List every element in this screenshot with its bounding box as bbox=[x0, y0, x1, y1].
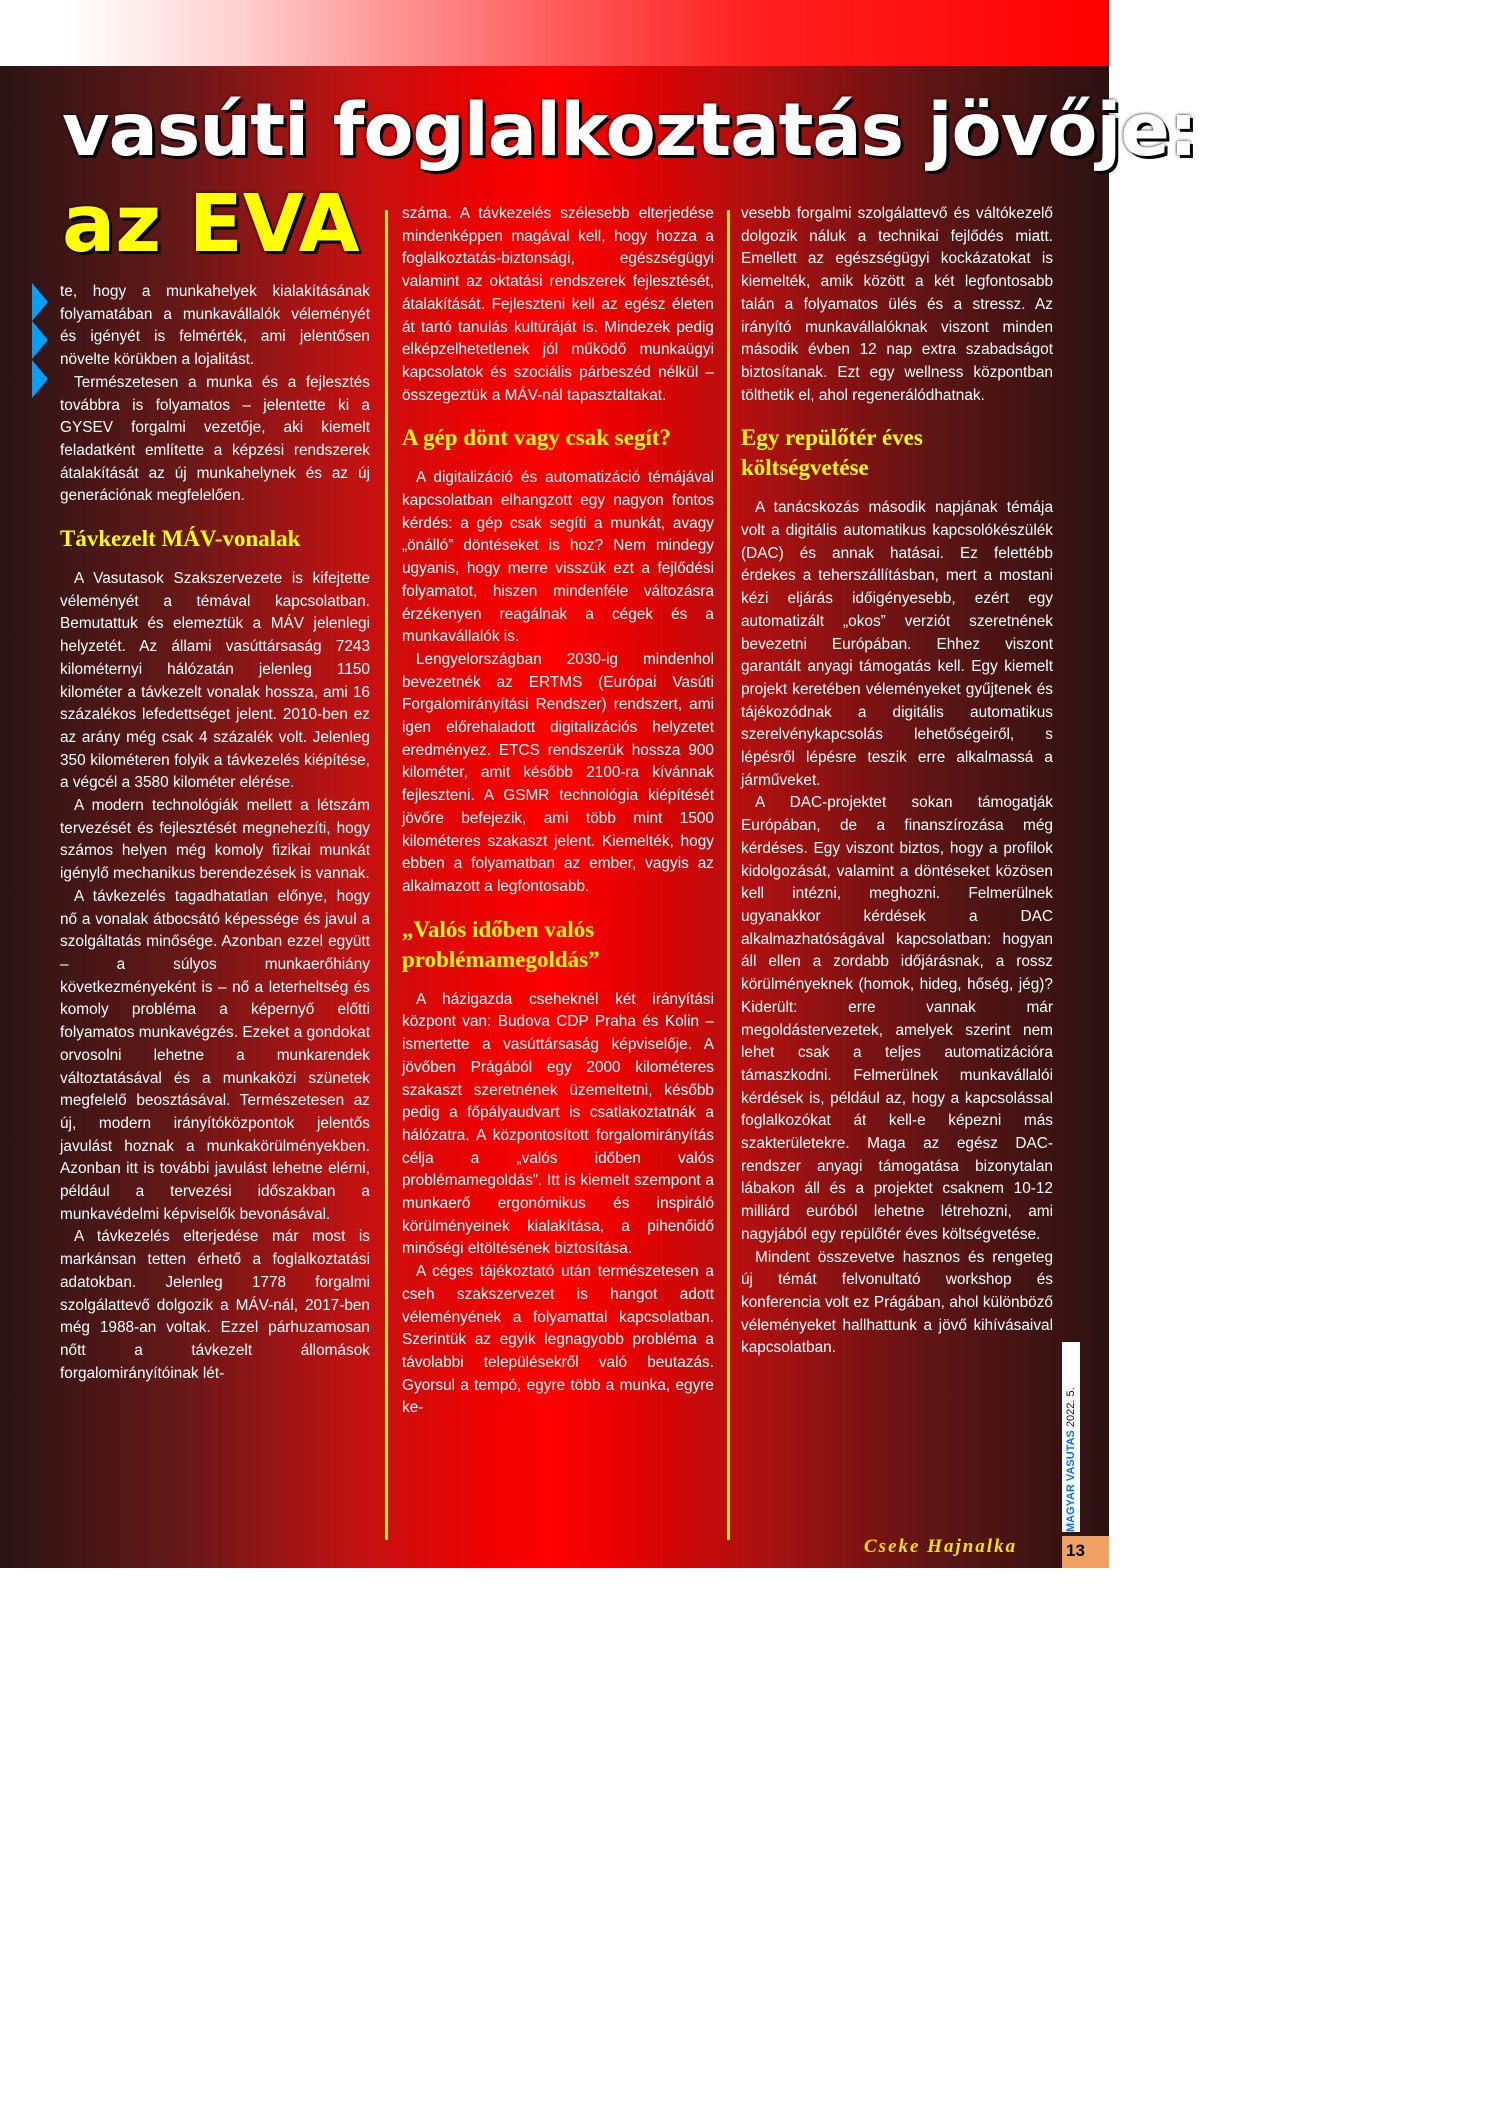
paragraph: Lengyelországban 2030-ig mindenhol bevezetnék az ERTMS (Európai Vasúti Forgalomirányítási Rendszer) rendszert, ami igen előrehaladott digitalizációs helyzetet eredményez. ETCS rendszerük hossza 900 kilométer, amit később 2100-ra kívánnak fejleszteni. A GSMR technológia kiépítését jövőre befejezik, ami több mint 1500 kilométeres szakaszt jelent. Kiemelték, hogy ebben a folyamatban az ember, vagyis az alkalmazott a legfontosabb. bbox=[402, 650, 714, 895]
section-heading: Távkezelt MÁV-vonalak bbox=[60, 526, 301, 552]
paragraph: A tanácskozás második napjának témája volt a digitális automatikus kapcsolókészülék (DAC) és annak hatásai. Ez felettébb érdekes a teherszállításban, mert a mostani kézi eljárás időigényesebb, ezért egy automatizált „okos” verziót szeretnének bevezetni Európában. Ehhez viszont garantált anyagi támogatás kell. Egy kiemelt projekt keretében véleményeket gyűjtenek és tájékozódnak a digitális automatikus szerelvénykapcsolás lehetőségeiről, s lépésről lépésre teszik erre alkalmassá a járműveket. bbox=[741, 499, 1053, 789]
author-byline: Cseke Hajnalka bbox=[864, 1536, 1018, 1557]
paragraph: vesebb forgalmi szolgálattevő és váltókezelő dolgozik náluk a technikai fejlődés miatt. Emellett az egészségügyi kockázatokat is kiemelték, amik között a két legfontosabb talán a folyamatos ülés és a stressz. Az irányító munkavállalóknak viszont minden második évben 12 nap extra szabadságot biztosítanak. Ezt egy wellness központban tölthetik el, ahol regenerálódhatnak. bbox=[741, 205, 1053, 404]
paragraph: A digitalizáció és automatizáció témájával kapcsolatban elhangzott egy nagyon fontos kérdés: a gép csak segíti a munkát, avagy „önálló” döntéseket is hoz? Nem mindegy ugyanis, hogy merre visszük ezt a fejlődési folyamatot, hiszen mindenféle változásra érzékenyen reagálnak a cégek és a munkavállalók is. bbox=[402, 469, 714, 646]
paragraph: A Vasutasok Szakszervezete is kifejtette véleményét a témával kapcsolatban. Bemutattuk és elemeztük a MÁV jelenlegi helyzetét. Az állami vasúttársaság 7243 kilométernyi hálózatán jelenleg 1150 kilométer a távkezelt vonalak hossza, ami 16 százalékos lefedettséget jelent. 2010-ben ez az arány még csak 4 százalék volt. Jelenleg 350 kilométeren folyik a távkezelés kiépítése, a végcél a 3580 kilométer elérése. bbox=[60, 570, 370, 792]
top-gradient-band bbox=[0, 0, 1109, 66]
issue-number: 2022. 5. bbox=[1065, 1387, 1077, 1428]
arrow-bullet-icon bbox=[32, 360, 48, 398]
article-column-3 bbox=[741, 203, 1053, 1360]
paragraph: Mindent összevetve hasznos és rengeteg új témát felvonultató workshop és konferencia volt ez Prágában, ahol különböző véleményeket hallhattunk a jövő kihívásaival kapcsolatban. bbox=[741, 1248, 1053, 1357]
paragraph: A DAC-projektet sokan támogatják Európában, de a finanszírozása még kérdéses. Egy viszont biztos, hogy a profilok kidolgozását, valamint a döntéseket közösen kell intézni, meghozni. Felmerülnek ugyanakkor kérdések a DAC alkalmazhatóságával kapcsolatban: hogyan áll ellen a zordabb időjárásnak, a rossz körülményeknek (homok, hideg, hőség, jég)? Kiderült: erre vannak már megoldástervezetek, amelyek szerint nem lehet csak a teljes automatizációra támaszkodni. Felmerülnek munkavállalói kérdések is, például az, hogy a kapcsolással foglalkozókat át kell-e képezni más szakterületekre. Maga az egész DAC-rendszer anyagi támogatása bizonytalan lábakon áll és a projektet csaknem 10-12 milliárd euróból lehetne létrehozni, ami nagyjából egy repülőtér éves költségvetése. bbox=[741, 794, 1053, 1243]
paragraph: A házigazda cseheknél két irányítási központ van: Budova CDP Praha és Kolin – ismertette a vasúttársaság képviselője. A jövőben Prágából egy 2000 kilométeres szakaszt szeretnének üzemeltetni, később pedig a főpályaudvart is csatlakoztatnák a hálózatra. A központosított forgalomirányítás célja a „valós időben valós problémamegoldás”. Itt is kiemelt szempont a munkaerő ergonómikus és inspiráló körülményeinek kialakítása, a pihenőidő minőségi eltöltésének biztosítása. bbox=[402, 990, 714, 1258]
paragraph: A modern technológiák mellett a létszám tervezését és fejlesztését megnehezíti, hogy számos helyen még komoly fizikai munkát igénylő mechanikus berendezések is vannak. bbox=[60, 797, 370, 883]
paragraph: A céges tájékoztató után természetesen a cseh szakszervezet is hangot adott véleményének a folyamattal kapcsolatban. Szerintük az egyik legnagyobb probléma a távolabbi településekről való beutazás. Gyorsul a tempó, egyre több a munka, egyre ke- bbox=[402, 1263, 714, 1417]
article-title-line1: vasúti foglalkoztatás jövője: bbox=[62, 88, 1198, 173]
arrow-bullet-icon bbox=[32, 321, 48, 359]
paragraph: Természetesen a munka és a fejlesztés továbbra is folyamatos – jelentette ki a GYSEV forgalmi vezetője, aki kiemelt feladatként említette a képzési rendszerek átalakítását az új munkahelynek és az új generációnak megfelelően. bbox=[60, 373, 370, 505]
article-column-2 bbox=[402, 203, 714, 1420]
paragraph: száma. A távkezelés szélesebb elterjedése mindenképpen magával kell, hogy hozza a foglalkoztatás-biztonsági, egészségügyi valamint az oktatási rendszerek fejlesztését, átalakítását. Fejleszteni kell az egész életen át tartó tanulás kultúráját is. Mindezek pedig elképzelhetetlenek jól működő munkaügyi kapcsolatok és szociális párbeszéd nélkül – összegeztük a MÁV-nál tapasztaltakat. bbox=[402, 205, 714, 404]
paragraph: A távkezelés elterjedése már most is markánsan tetten érhető a foglalkoztatási adatokban. Jelenleg 1778 forgalmi szolgálattevő dolgozik a MÁV-nál, 2017-ben még 1988-an voltak. Ezzel párhuzamosan nőtt a távkezelt állomások forgalomirányítóinak lét- bbox=[60, 1228, 370, 1382]
paragraph: A távkezelés tagadhatatlan előnye, hogy nő a vonalak átbocsátó képessége és javul a szolgáltatás minősége. Azonban ezzel együtt – a súlyos munkaerőhiány következményeként is – nő a leterheltség és komoly probléma a képernyő előtti folyamatos munkavégzés. Ezeket a gondokat orvosolni lehetne a munkarendek változtatásával és a munkaközi szünetek megfelelő beosztásával. Természetesen az új, modern irányítóközpontok jelentős javulást hoznak a munkakörülményekben. Azonban itt is további javulást lehetne elérni, például a tervezési időszakban a munkavédelmi képviselők bevonásával. bbox=[60, 887, 370, 1223]
page-number: 13 bbox=[1066, 1541, 1085, 1560]
section-heading: A gép dönt vagy csak segít? bbox=[402, 425, 671, 451]
arrow-bullet-icon bbox=[32, 283, 48, 321]
column-divider bbox=[727, 210, 730, 1540]
column-divider bbox=[385, 210, 388, 1540]
section-heading: Egy repülőtér éves költségvetése bbox=[741, 425, 923, 481]
magazine-name: MAGYAR VASUTAS bbox=[1065, 1430, 1077, 1532]
paragraph: te, hogy a munkahelyek kialakításának folyamatában a munkavállalók véleményét és igényét is felmérték, ami jelentősen növelte körükben a lojalitást. bbox=[60, 283, 370, 369]
article-column-1 bbox=[60, 281, 370, 1385]
magazine-issue-label bbox=[1062, 1342, 1080, 1532]
article-title-line2: az EVA bbox=[62, 178, 360, 270]
section-heading: „Valós időben valós problémamegoldás” bbox=[402, 916, 600, 972]
